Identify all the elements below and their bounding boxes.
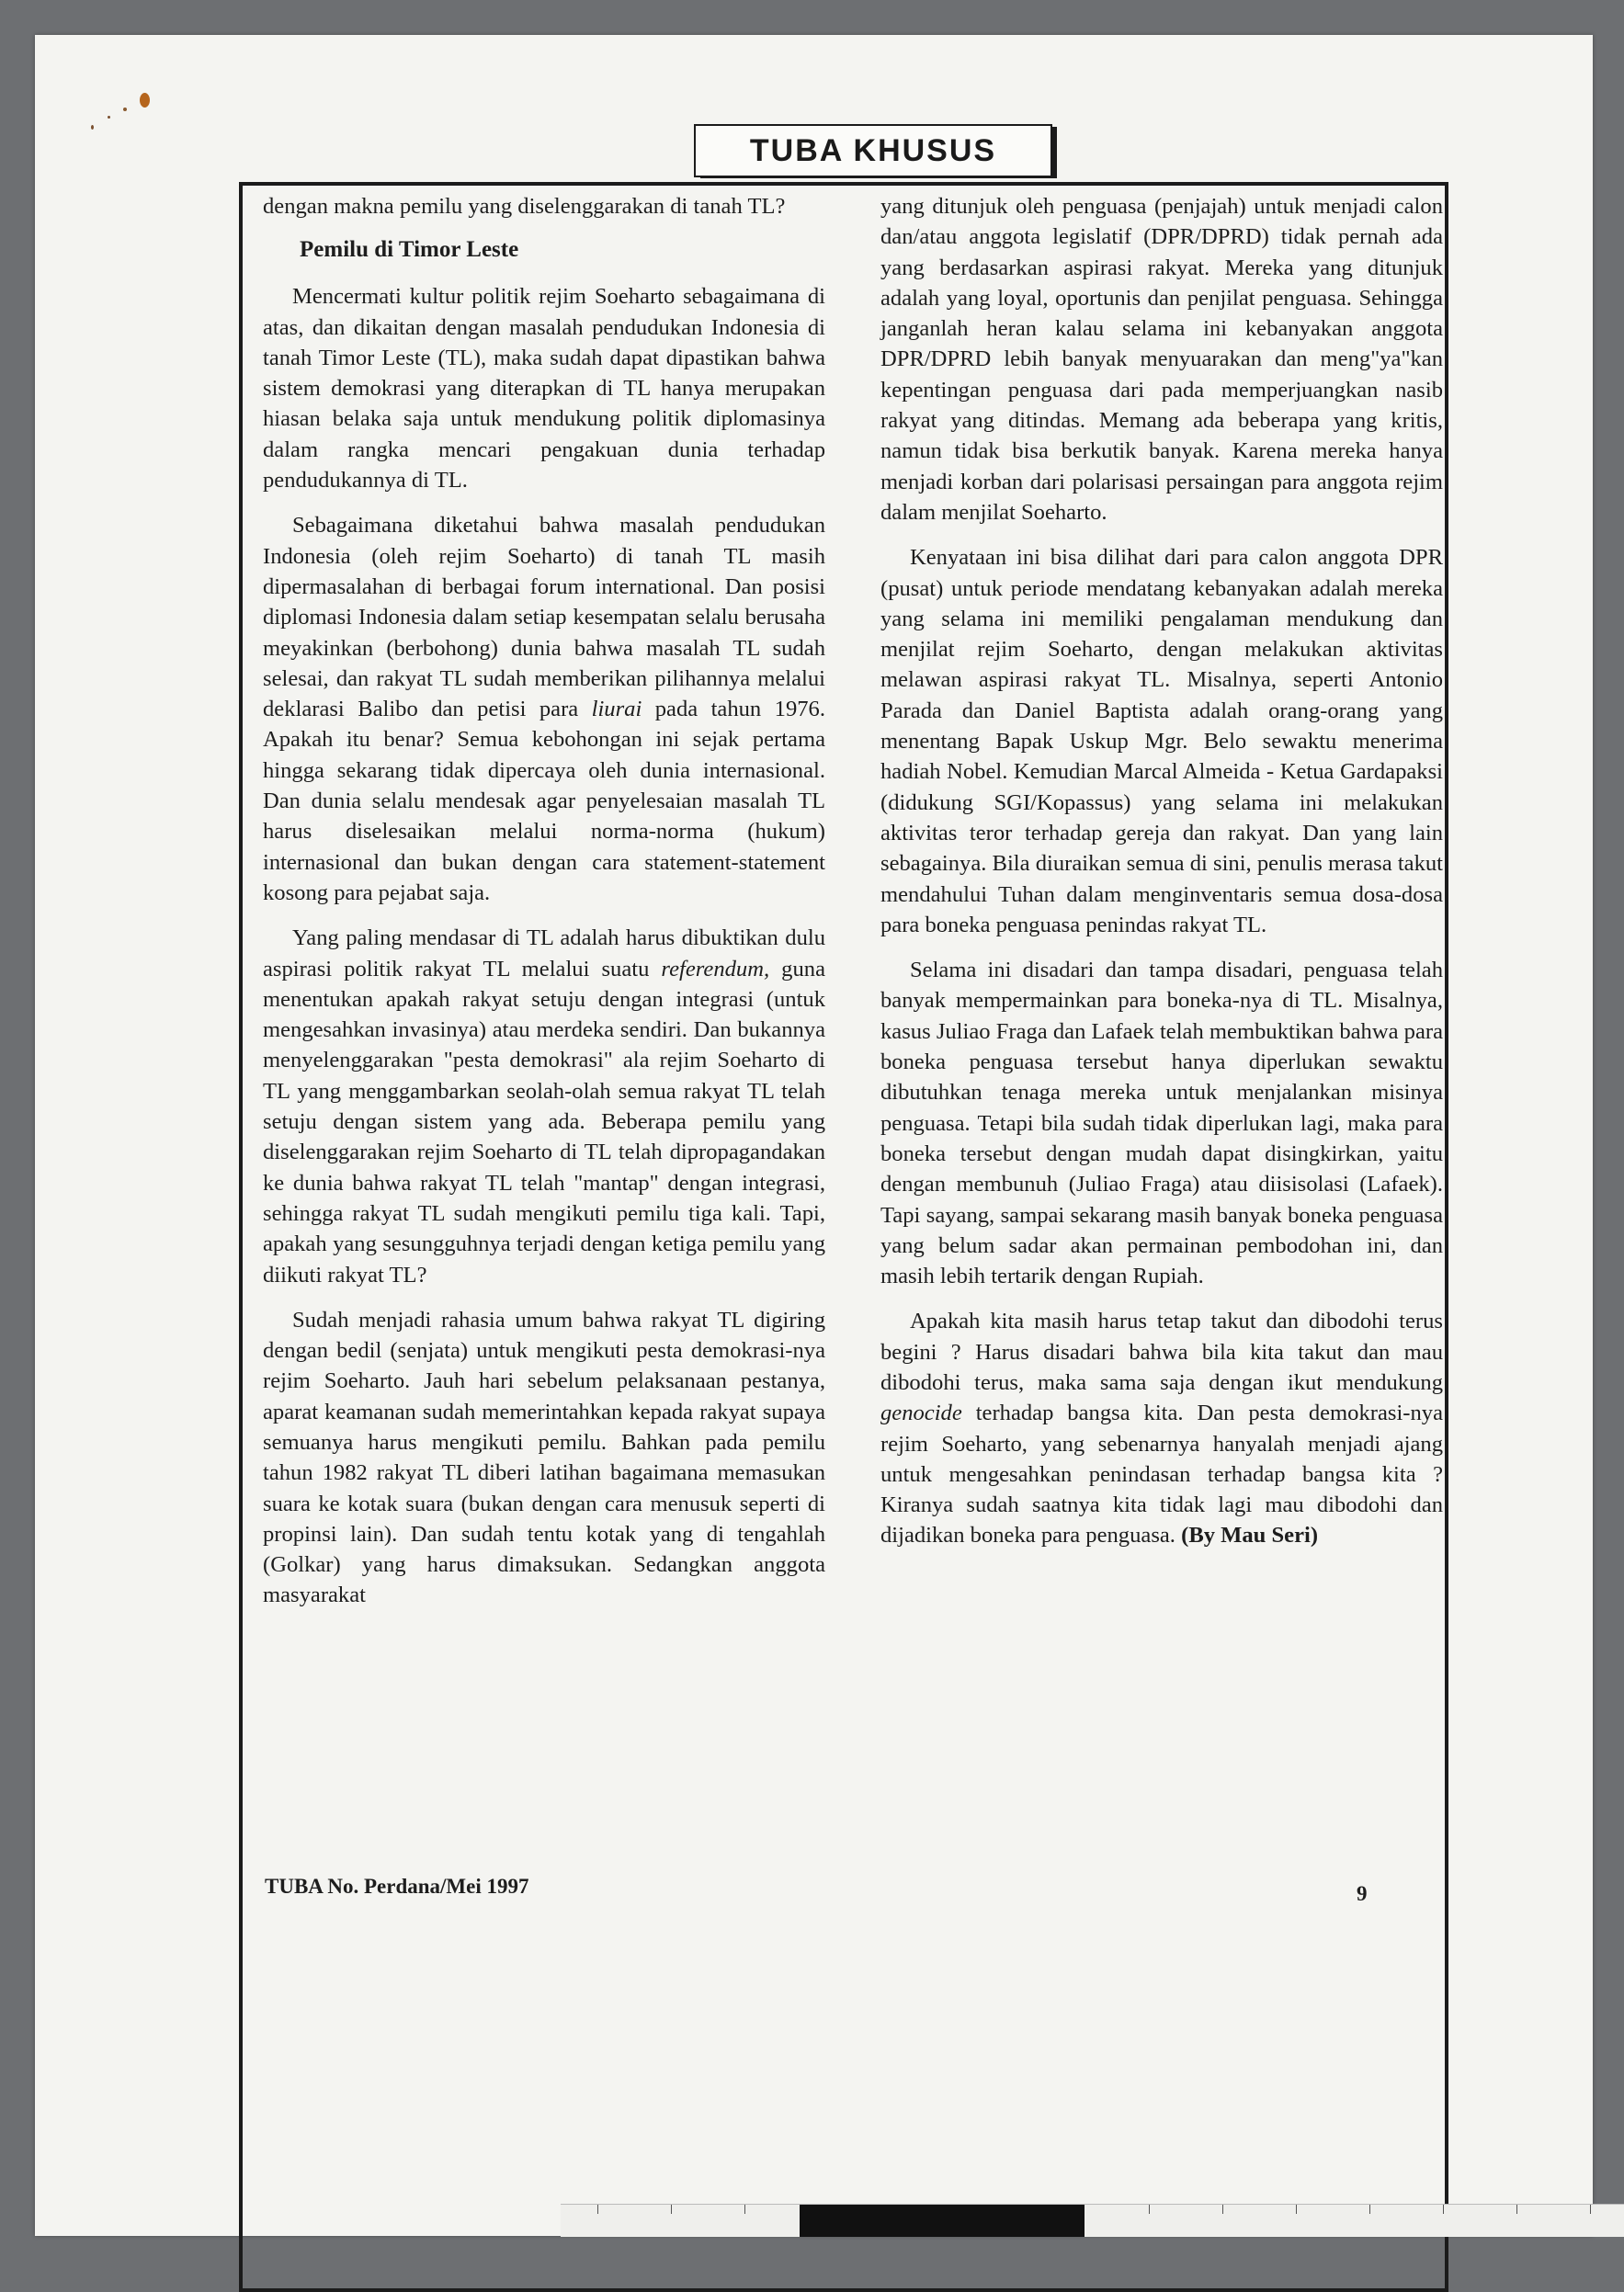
paragraph-8-text-a: Apakah kita masih harus tetap takut dan dibodohi terus begini ? Harus disadari bahwa bila kita takut dan mau dibodohi terus, maka sama saja dengan ikut mendukung [880, 1309, 1443, 1395]
ruler-tick [1443, 2205, 1444, 2214]
ruler-tick [1516, 2205, 1517, 2214]
paragraph-2 [263, 510, 825, 908]
paragraph-4: Sudah menjadi rahasia umum bahwa rakyat TL digiring dengan bedil (senjata) untuk mengikuti pesta demokrasi-nya rejim Soeharto. Jauh hari sebelum pelaksanaan pestanya, aparat keamanan sudah memerintahkan kepada rakyat supaya semuanya harus mengikuti pemilu. Bahkan pada pemilu tahun 1982 rakyat TL diberi latihan bagaimana memasukan suara ke kotak suara (bukan dengan cara menusuk seperti di propinsi lain). Dan sudah tentu kotak yang di tengahlah (Golkar) yang harus dimaksukan. Sedangkan anggota masyarakat [263, 1307, 825, 1608]
scan-ruler [561, 2204, 1624, 2237]
ruler-tick [597, 2205, 598, 2214]
article-heading: Pemilu di Timor Leste [300, 237, 519, 263]
paragraph-3 [263, 923, 825, 1290]
right-column [880, 191, 1443, 1551]
paragraph-6: Kenyataan ini bisa dilihat dari para calon anggota DPR (pusat) untuk periode mendatang kebanyakan adalah mereka yang selama ini memiliki pengalaman mendukung dan menjilat rejim Soeharto, dengan melakukan aktivitas melawan aspirasi rakyat TL. Misalnya, seperti Antonio Parada dan Daniel Baptista adalah orang-orang yang menentang Bapak Uskup Mgr. Belo sewaktu menerima hadiah Nobel. Kemudian Marcal Almeida - Ketua Gardapaksi (didukung SGI/Kopassus) yang selama ini melakukan aktivitas teror terhadap gereja dan rakyat. Dan yang lain sebagainya. Bila diuraikan semua di sini, penulis merasa takut mendahului Tuhan dalam menginventaris semua dosa-dosa para boneka penguasa penindas rakyat TL. [880, 545, 1443, 937]
paragraph-8-text-b: terhadap bangsa kita. Dan pesta demokrasi-nya rejim Soeharto, yang sebenarnya hanyalah menjadi ajang untuk mengesahkan penindasan terhadap bangsa kita ? Kiranya sudah saatnya kita tidak lagi mau dibodohi dan dijadikan boneka para penguasa. [880, 1401, 1443, 1549]
rust-speck [108, 116, 110, 119]
ruler-tick [1149, 2205, 1150, 2214]
paragraph-3-text-a: Yang paling mendasar di TL adalah harus dibuktikan dulu aspirasi politik rakyat TL melalui suatu [263, 925, 825, 981]
paragraph-8 [880, 1306, 1443, 1550]
rust-stain [140, 93, 150, 108]
ruler-tick [744, 2205, 745, 2214]
paragraph-5: yang ditunjuk oleh penguasa (penjajah) untuk menjadi calon dan/atau anggota legislatif (DPR/DPRD) tidak pernah ada yang berdasarkan aspirasi rakyat. Mereka yang ditunjuk adalah yang loyal, oportunis dan penjilat penguasa. Sehingga janganlah heran kalau selama ini kebanyakan anggota DPR/DPRD lebih banyak menyuarakan dan meng"ya"kan kepentingan penguasa dari pada memperjuangkan nasib rakyat yang ditindas. Memang ada beberapa yang kritis, namun tidak bisa berkutik banyak. Karena mereka hanya menjadi korban dari polarisasi persaingan para anggota rejim dalam menjilat Soeharto. [880, 194, 1443, 525]
paragraph-3-text-b: guna menentukan apakah rakyat setuju dengan integrasi (untuk mengesahkan invasinya) atau merdeka sendiri. Dan bukannya menyelenggarakan "pesta demokrasi" ala rejim Soeharto di TL yang menggambarkan seolah-olah semua rakyat TL telah setuju dengan sistem yang ada. Beberapa pemilu yang diselenggarakan rejim Soeharto di TL telah dipropagandakan ke dunia bahwa rakyat TL telah "mantap" dengan integrasi, sehingga rakyat TL sudah mengikuti pemilu tiga kali. Tapi, apakah yang sesungguhnya terjadi dengan ketiga pemilu yang diikuti rakyat TL? [263, 956, 825, 1288]
paragraph-2-italic: liurai [591, 697, 642, 722]
ruler-tick [1590, 2205, 1591, 2214]
paragraph-3-italic: referendum, [661, 956, 770, 981]
ruler-dark-segment [800, 2205, 1085, 2237]
ruler-tick [1369, 2205, 1370, 2214]
rust-speck [91, 125, 94, 130]
paragraph-7: Selama ini disadari dan tampa disadari, penguasa telah banyak mempermainkan para boneka-nya di TL. Misalnya, kasus Juliao Fraga dan Lafaek telah membuktikan bahwa para boneka penguasa tersebut hanya diperlukan sewaktu dibutuhkan tenaga mereka untuk menjalankan misinya penguasa. Tetapi bila sudah tidak diperlukan lagi, maka para boneka tersebut dengan mudah dapat disingkirkan, yaitu dengan membunuh (Juliao Fraga) atau diisisolasi (Lafaek). Tapi sayang, sampai sekarang masih banyak boneka penguasa yang belum sadar akan permainan pembodohan ini, dan masih lebih tertarik dengan Rupiah. [880, 958, 1443, 1289]
rust-speck [123, 108, 127, 111]
issue-footer: TUBA No. Perdana/Mei 1997 [265, 1875, 529, 1898]
paragraph-2-text-a: Sebagaimana diketahui bahwa masalah pendudukan Indonesia (oleh rejim Soeharto) di tanah TL masih dipermasalahan di berbagai forum international. Dan posisi diplomasi Indonesia dalam setiap kesempatan selalu berusaha meyakinkan (berbohong) dunia bahwa masalah TL sudah selesai, dan rakyat TL sudah memberikan pilihannya melalui deklarasi Balibo dan petisi para [263, 513, 825, 722]
paragraph-8-italic: genocide [880, 1401, 962, 1426]
ruler-tick [671, 2205, 672, 2214]
ruler-tick [1296, 2205, 1297, 2214]
paragraph-1: Mencermati kultur politik rejim Soeharto sebagaimana di atas, dan dikaitan dengan masalah pendudukan Indonesia di tanah Timor Leste (TL), maka sudah dapat dipastikan bahwa sistem demokrasi yang diterapkan di TL hanya merupakan hiasan belaka saja untuk mendukung politik diplomasinya dalam rangka mencari pengakuan dunia terhadap pendudukannya di TL. [263, 284, 825, 494]
left-column [263, 191, 825, 1611]
section-header: TUBA KHUSUS [694, 124, 1052, 177]
intro-paragraph: dengan makna pemilu yang diselenggarakan di tanah TL? [263, 194, 786, 219]
paragraph-2-text-b: pada tahun 1976. Apakah itu benar? Semua kebohongan ini sejak pertama hingga sekarang tidak dipercaya oleh dunia internasional. Dan dunia selalu mendesak agar penyelesaian masalah TL harus diselesaikan melalui norma-norma (hukum) internasional dan bukan dengan cara statement-statement kosong para pejabat saja. [263, 697, 825, 905]
ruler-tick [1222, 2205, 1223, 2214]
author-byline: (By Mau Seri) [1181, 1523, 1319, 1549]
page-number: 9 [1357, 1882, 1368, 1905]
